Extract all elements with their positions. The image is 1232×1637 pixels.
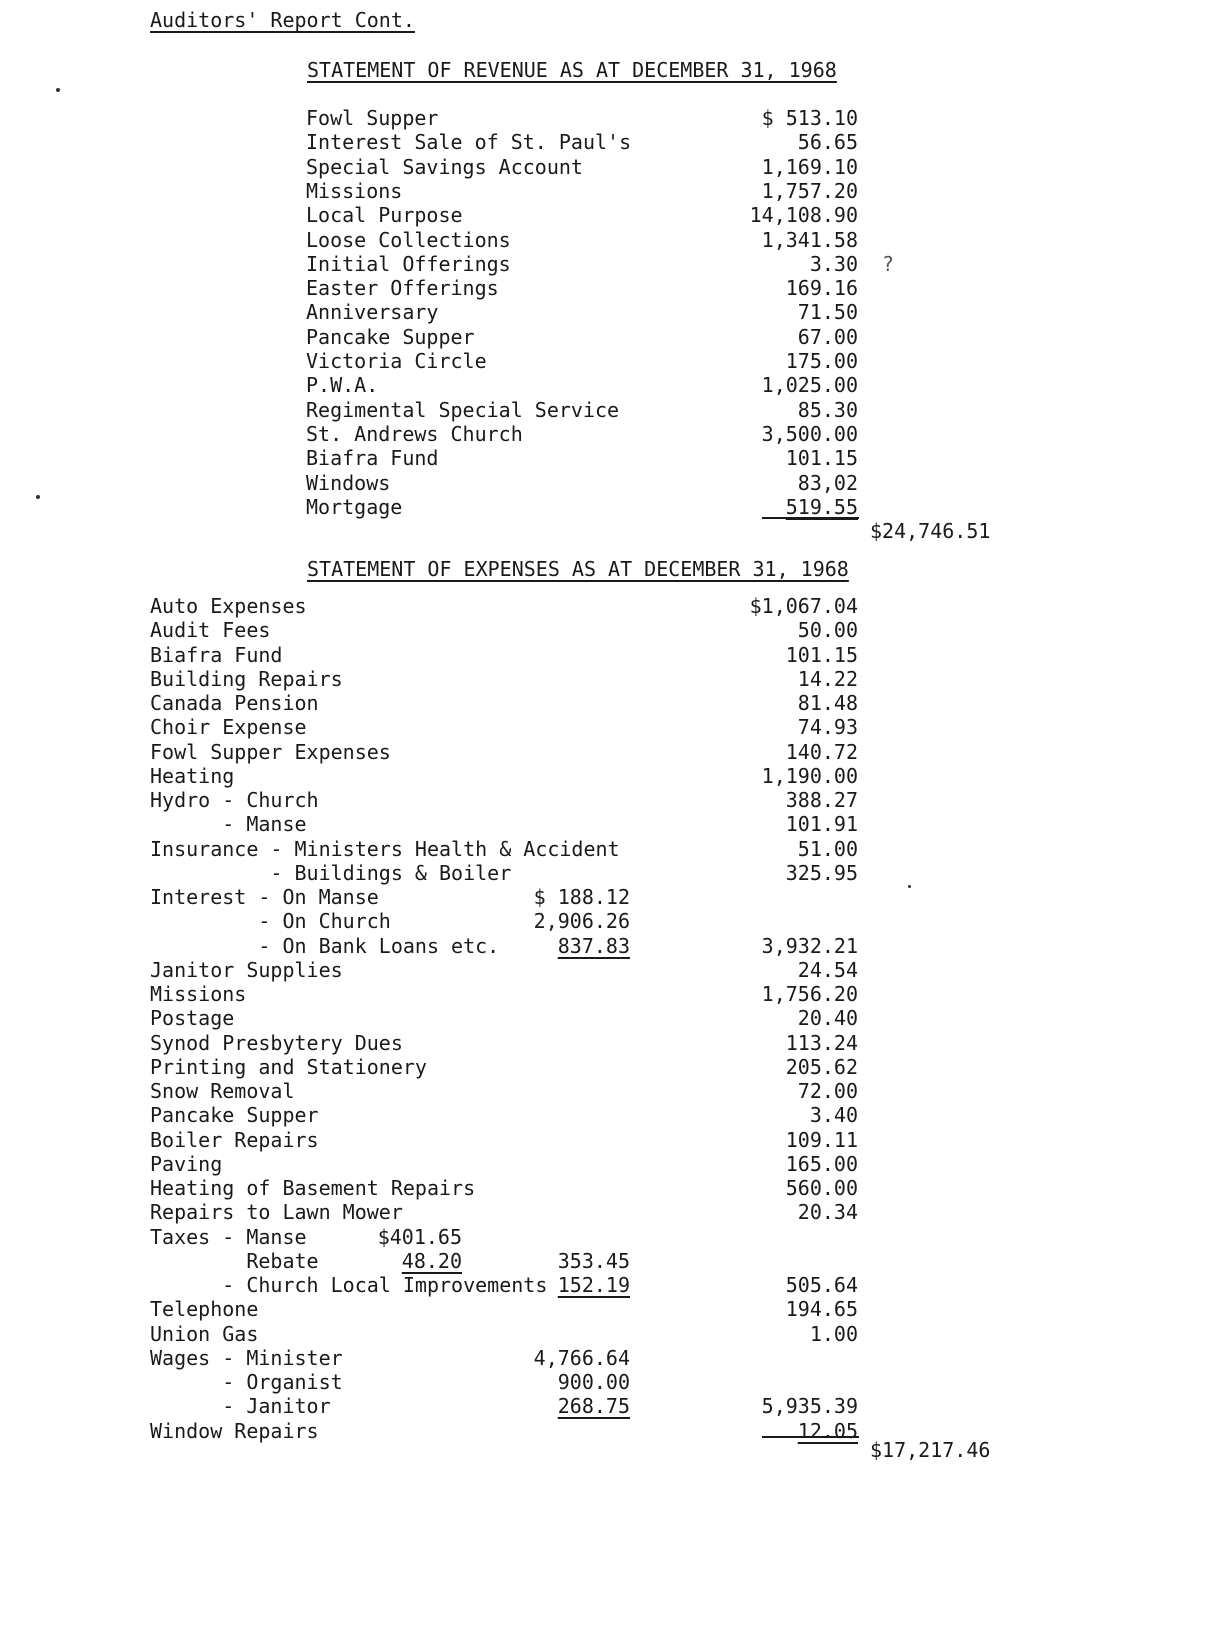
- expense-item-amount: 505.64: [785, 1273, 858, 1297]
- revenue-item-label: Pancake Supper: [306, 325, 475, 349]
- expense-item-label: Postage: [150, 1006, 235, 1030]
- revenue-item-label: Windows: [306, 471, 391, 495]
- revenue-item-label: Loose Collections: [306, 228, 511, 252]
- expense-item-amount: 101.91: [785, 812, 858, 836]
- expense-item-label: Choir Expense: [150, 715, 307, 739]
- revenue-item-label: Easter Offerings: [306, 276, 499, 300]
- margin-note: ?: [882, 252, 895, 276]
- expense-item-amount: 12.05: [797, 1419, 858, 1443]
- expense-item-amount: 113.24: [785, 1031, 858, 1055]
- expense-item-label: Biafra Fund: [150, 643, 283, 667]
- revenue-item-label: Missions: [306, 179, 403, 203]
- revenue-item-label: Anniversary: [306, 300, 439, 324]
- expense-item-label: Heating of Basement Repairs: [150, 1176, 476, 1200]
- expense-item-label: Window Repairs: [150, 1419, 319, 1443]
- expense-item-label: Boiler Repairs: [150, 1128, 319, 1152]
- revenue-item-amount: 85.30: [797, 398, 858, 422]
- revenue-title: STATEMENT OF REVENUE AS AT DECEMBER 31, 1968: [307, 58, 837, 82]
- revenue-item-amount: $ 513.10: [761, 106, 858, 130]
- revenue-item-label: Victoria Circle: [306, 349, 487, 373]
- revenue-item-label: Local Purpose: [306, 203, 463, 227]
- expense-item-amount: 388.27: [785, 788, 858, 812]
- expense-item-amount: $1,067.04: [749, 594, 858, 618]
- expense-item-amount: 109.11: [785, 1128, 858, 1152]
- expense-item-label: - On Bank Loans etc.: [150, 934, 500, 958]
- expense-item-label: Missions: [150, 982, 247, 1006]
- expense-item-amount: 20.40: [797, 1006, 858, 1030]
- expense-item-amount: 20.34: [797, 1200, 858, 1224]
- expense-item-amount: 74.93: [797, 715, 858, 739]
- revenue-item-label: St. Andrews Church: [306, 422, 523, 446]
- revenue-item-label: Initial Offerings: [306, 252, 511, 276]
- revenue-item-amount: 101.15: [785, 446, 858, 470]
- revenue-total-rule: [762, 517, 859, 519]
- scan-speck: [36, 495, 40, 499]
- expense-item-amount: 560.00: [785, 1176, 858, 1200]
- revenue-item-label: Fowl Supper: [306, 106, 439, 130]
- page-header: Auditors' Report Cont.: [150, 8, 415, 32]
- expense-item-label: Auto Expenses: [150, 594, 307, 618]
- expense-item-label: Audit Fees: [150, 618, 271, 642]
- revenue-item-amount: 169.16: [785, 276, 858, 300]
- expense-item-amount: 3.40: [809, 1103, 858, 1127]
- revenue-item-amount: 3.30: [809, 252, 858, 276]
- revenue-item-amount: 67.00: [797, 325, 858, 349]
- expense-item-label: Insurance - Ministers Health & Accident: [150, 837, 620, 861]
- revenue-item-amount: 519.55: [785, 495, 858, 519]
- expenses-total: $17,217.46: [870, 1438, 991, 1462]
- expense-item-subamount: 900.00: [557, 1370, 630, 1394]
- expense-item-label: - Manse: [150, 812, 307, 836]
- expense-item-amount: 50.00: [797, 618, 858, 642]
- expense-item-amount: 72.00: [797, 1079, 858, 1103]
- expense-item-amount: 3,932.21: [761, 934, 858, 958]
- expense-item-label: Telephone: [150, 1297, 259, 1321]
- expense-item-amount: 81.48: [797, 691, 858, 715]
- expense-item-subamount: $ 188.12: [533, 885, 630, 909]
- expense-item-subamount: 4,766.64: [533, 1346, 630, 1370]
- expense-item-amount: 51.00: [797, 837, 858, 861]
- expense-item-label: Taxes - Manse: [150, 1225, 307, 1249]
- expense-item-amount: 205.62: [785, 1055, 858, 1079]
- revenue-item-amount: 3,500.00: [761, 422, 858, 446]
- expense-item-label: - Organist: [150, 1370, 343, 1394]
- revenue-item-amount: 1,169.10: [761, 155, 858, 179]
- scan-speck: [56, 88, 60, 92]
- expense-item-label: Union Gas: [150, 1322, 259, 1346]
- expense-item-subamount: 152.19: [557, 1273, 630, 1297]
- expense-item-label: Wages - Minister: [150, 1346, 343, 1370]
- revenue-item-amount: 14,108.90: [749, 203, 858, 227]
- expense-item-label: Synod Presbytery Dues: [150, 1031, 403, 1055]
- revenue-item-amount: 1,341.58: [761, 228, 858, 252]
- expense-item-amount: 325.95: [785, 861, 858, 885]
- expense-item-label: - Church Local Improvements: [150, 1273, 548, 1297]
- expense-item-label: Rebate: [150, 1249, 319, 1273]
- revenue-total: $24,746.51: [870, 519, 991, 543]
- revenue-item-label: Special Savings Account: [306, 155, 583, 179]
- expense-item-amount: 101.15: [785, 643, 858, 667]
- expense-item-subamount: 837.83: [557, 934, 630, 958]
- expense-item-label: - Buildings & Boiler: [150, 861, 512, 885]
- scan-speck: [908, 885, 911, 888]
- expenses-title: STATEMENT OF EXPENSES AS AT DECEMBER 31, 1968: [307, 557, 849, 581]
- expense-item-amount: 1,756.20: [761, 982, 858, 1006]
- expense-item-gross: $401.65: [377, 1225, 462, 1249]
- revenue-item-label: Interest Sale of St. Paul's: [306, 130, 632, 154]
- expense-item-label: - On Church: [150, 909, 391, 933]
- revenue-item-amount: 175.00: [785, 349, 858, 373]
- expense-item-label: Fowl Supper Expenses: [150, 740, 391, 764]
- revenue-item-amount: 71.50: [797, 300, 858, 324]
- expense-item-label: Repairs to Lawn Mower: [150, 1200, 403, 1224]
- revenue-item-amount: 1,757.20: [761, 179, 858, 203]
- expense-item-label: Pancake Supper: [150, 1103, 319, 1127]
- expense-item-amount: 24.54: [797, 958, 858, 982]
- expense-item-label: Building Repairs: [150, 667, 343, 691]
- expense-item-subamount: 268.75: [557, 1394, 630, 1418]
- expense-item-label: Canada Pension: [150, 691, 319, 715]
- expense-item-amount: 1.00: [809, 1322, 858, 1346]
- expenses-total-rule: [762, 1436, 859, 1438]
- expense-item-label: Janitor Supplies: [150, 958, 343, 982]
- revenue-item-amount: 1,025.00: [761, 373, 858, 397]
- expense-item-label: Printing and Stationery: [150, 1055, 427, 1079]
- revenue-item-label: Regimental Special Service: [306, 398, 620, 422]
- revenue-item-amount: 56.65: [797, 130, 858, 154]
- expense-item-label: Interest - On Manse: [150, 885, 379, 909]
- expense-item-label: Paving: [150, 1152, 223, 1176]
- expense-item-amount: 140.72: [785, 740, 858, 764]
- expense-item-label: Snow Removal: [150, 1079, 295, 1103]
- expense-item-amount: 165.00: [785, 1152, 858, 1176]
- revenue-item-amount: 83,02: [797, 471, 858, 495]
- revenue-item-label: Biafra Fund: [306, 446, 439, 470]
- expense-item-label: - Janitor: [150, 1394, 331, 1418]
- expense-item-gross: 48.20: [401, 1249, 462, 1273]
- revenue-item-label: P.W.A.: [306, 373, 379, 397]
- expense-item-label: Heating: [150, 764, 235, 788]
- expense-item-amount: 1,190.00: [761, 764, 858, 788]
- expense-item-subamount: 353.45: [557, 1249, 630, 1273]
- expense-item-label: Hydro - Church: [150, 788, 319, 812]
- expense-item-amount: 5,935.39: [761, 1394, 858, 1418]
- expense-item-amount: 14.22: [797, 667, 858, 691]
- expense-item-amount: 194.65: [785, 1297, 858, 1321]
- revenue-item-label: Mortgage: [306, 495, 403, 519]
- expense-item-subamount: 2,906.26: [533, 909, 630, 933]
